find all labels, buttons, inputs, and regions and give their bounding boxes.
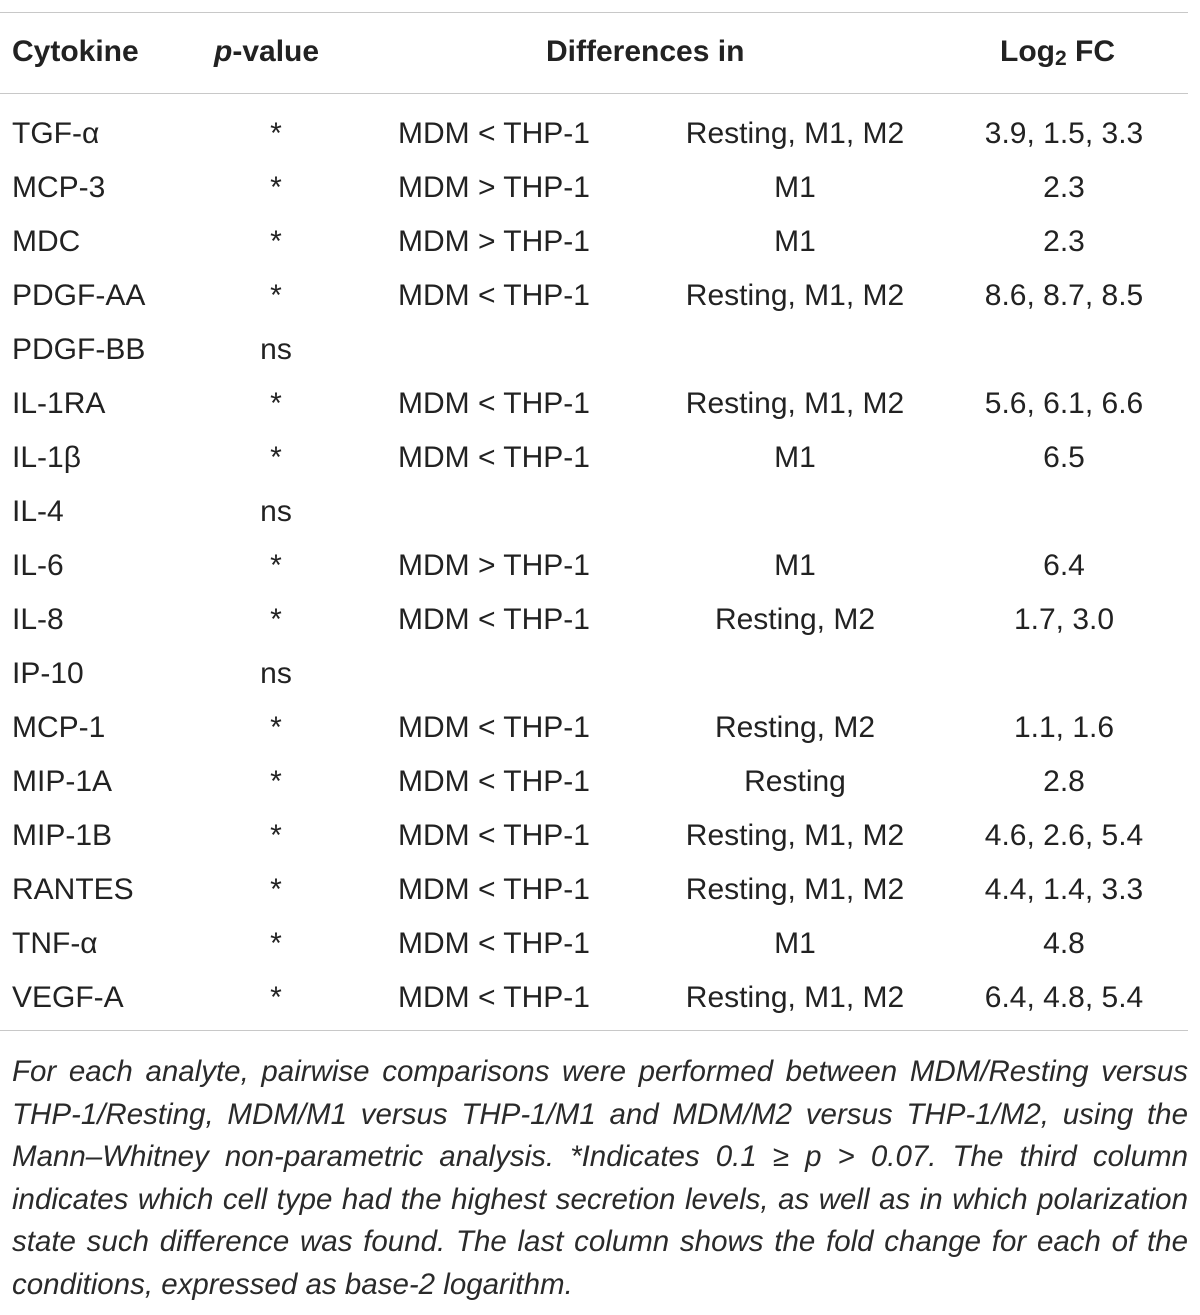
cytokine-cell: MIP-1B [12, 819, 113, 852]
log2-fc-cell: 2.8 [1043, 765, 1085, 798]
table-row [0, 323, 1200, 377]
p-value-cell: * [270, 225, 282, 258]
header-p-rest: -value [232, 35, 320, 68]
cytokine-cell: IL-1RA [12, 387, 106, 420]
p-value-cell: * [270, 711, 282, 744]
log2-fc-cell: 4.4, 1.4, 3.3 [984, 873, 1144, 906]
log2-fc-cell [950, 323, 1178, 377]
comparison-cell: MDM < THP-1 [398, 441, 590, 474]
p-value-cell: * [270, 927, 282, 960]
comparison-cell: MDM < THP-1 [398, 873, 590, 906]
polarization-state-cell: Resting, M1, M2 [685, 981, 905, 1014]
log2-fc-cell: 4.6, 2.6, 5.4 [984, 819, 1144, 852]
table-row [0, 431, 1200, 485]
comparison-cell: MDM < THP-1 [398, 279, 590, 312]
comparison-cell: MDM < THP-1 [398, 711, 590, 744]
comparison-cell: MDM < THP-1 [398, 117, 590, 150]
p-value-cell: * [270, 873, 282, 906]
p-value-cell: * [270, 981, 282, 1014]
header-cytokine: Cytokine [12, 35, 139, 68]
cytokine-cell: TGF-α [12, 117, 100, 150]
polarization-state-cell: M1 [774, 225, 816, 258]
table-row [0, 755, 1200, 809]
cytokine-cell: TNF-α [12, 927, 98, 960]
header-log2fc [1000, 30, 1115, 74]
log2-fc-cell: 2.3 [1043, 225, 1085, 258]
polarization-state-cell: M1 [774, 549, 816, 582]
table-header-rule [0, 93, 1188, 94]
polarization-state-cell: M1 [774, 927, 816, 960]
p-value-cell: * [270, 441, 282, 474]
polarization-state-cell: Resting, M1, M2 [685, 819, 905, 852]
comparison-cell: MDM > THP-1 [398, 549, 590, 582]
table-row [0, 701, 1200, 755]
table-footnote: For each analyte, pairwise comparisons were performed between MDM/Resting versus THP-1/Resting, MDM/M1 versus THP-1/M1 and MDM/M2 versus THP-1/M2, using the Mann–Whitney non-parametric analysis. *Indicates 0.1 ≥ p > 0.07. The third column indicates which cell type had the highest secretion levels, as well as in which polarization state such difference was found. The last column shows the fold change for each of the conditions, expressed as base-2 logarithm. [12, 1055, 1188, 1301]
comparison-cell: MDM < THP-1 [398, 819, 590, 852]
cytokine-cell: VEGF-A [12, 981, 124, 1014]
log2-fc-cell: 1.7, 3.0 [1013, 603, 1115, 636]
p-value-cell: ns [260, 657, 292, 690]
p-value-cell: * [270, 603, 282, 636]
cytokine-cell: IP-10 [12, 657, 84, 690]
table-row [0, 809, 1200, 863]
cytokine-cell: PDGF-BB [12, 333, 146, 366]
table-row [0, 215, 1200, 269]
log2-fc-cell: 6.4 [1043, 549, 1085, 582]
polarization-state-cell: Resting, M2 [714, 711, 876, 744]
p-value-cell: * [270, 171, 282, 204]
polarization-state-cell [660, 323, 930, 377]
log2-fc-cell: 5.6, 6.1, 6.6 [984, 387, 1144, 420]
log2-fc-cell: 6.5 [1043, 441, 1085, 474]
comparison-cell: MDM < THP-1 [398, 765, 590, 798]
cytokine-cell: MIP-1A [12, 765, 113, 798]
header-p-value [214, 30, 319, 74]
table-row [0, 107, 1200, 161]
table-row [0, 971, 1200, 1025]
table-bottom-rule [0, 1030, 1188, 1031]
table-row [0, 863, 1200, 917]
polarization-state-cell: Resting, M1, M2 [685, 387, 905, 420]
header-log-subscript: 2 [1054, 47, 1067, 70]
polarization-state-cell: Resting, M1, M2 [685, 117, 905, 150]
cytokine-cell: IL-8 [12, 603, 64, 636]
log2-fc-cell [950, 485, 1178, 539]
polarization-state-cell [660, 485, 930, 539]
log2-fc-cell: 2.3 [1043, 171, 1085, 204]
header-log-prefix: Log [1000, 35, 1055, 68]
cytokine-cell: IL-4 [12, 495, 64, 528]
table-body [0, 107, 1200, 1025]
p-value-cell: * [270, 387, 282, 420]
log2-fc-cell [950, 647, 1178, 701]
table-row [0, 377, 1200, 431]
polarization-state-cell [660, 647, 930, 701]
polarization-state-cell: Resting, M1, M2 [685, 873, 905, 906]
polarization-state-cell: M1 [774, 171, 816, 204]
table-row [0, 485, 1200, 539]
p-value-cell: ns [260, 333, 292, 366]
table-row [0, 269, 1200, 323]
log2-fc-cell: 4.8 [1043, 927, 1085, 960]
header-log-suffix: FC [1066, 35, 1115, 68]
table-row [0, 593, 1200, 647]
table-row [0, 539, 1200, 593]
p-value-cell: ns [260, 495, 292, 528]
polarization-state-cell: Resting [744, 765, 846, 798]
cytokine-cell: PDGF-AA [12, 279, 146, 312]
table-top-rule [0, 12, 1188, 13]
table-row [0, 917, 1200, 971]
log2-fc-cell: 8.6, 8.7, 8.5 [984, 279, 1144, 312]
p-value-cell: * [270, 117, 282, 150]
comparison-cell: MDM > THP-1 [398, 171, 590, 204]
cytokine-cell: MCP-3 [12, 171, 106, 204]
log2-fc-cell: 1.1, 1.6 [1013, 711, 1115, 744]
cytokine-cell: IL-6 [12, 549, 64, 582]
header-p-italic: p [214, 35, 233, 68]
cytokine-cell: MDC [12, 225, 81, 258]
p-value-cell: * [270, 279, 282, 312]
polarization-state-cell: M1 [774, 441, 816, 474]
log2-fc-cell: 3.9, 1.5, 3.3 [984, 117, 1144, 150]
polarization-state-cell: Resting, M2 [714, 603, 876, 636]
comparison-cell: MDM < THP-1 [398, 981, 590, 1014]
comparison-cell: MDM < THP-1 [398, 927, 590, 960]
comparison-cell: MDM < THP-1 [398, 387, 590, 420]
comparison-cell: MDM > THP-1 [398, 225, 590, 258]
p-value-cell: * [270, 549, 282, 582]
table-row [0, 647, 1200, 701]
comparison-cell: MDM < THP-1 [398, 603, 590, 636]
cytokine-cell: MCP-1 [12, 711, 106, 744]
p-value-cell: * [270, 819, 282, 852]
log2-fc-cell: 6.4, 4.8, 5.4 [984, 981, 1144, 1014]
table-row [0, 161, 1200, 215]
polarization-state-cell: Resting, M1, M2 [685, 279, 905, 312]
header-differences: Differences in [546, 35, 745, 68]
cytokine-cell: IL-1β [12, 441, 81, 474]
cytokine-cell: RANTES [12, 873, 134, 906]
p-value-cell: * [270, 765, 282, 798]
